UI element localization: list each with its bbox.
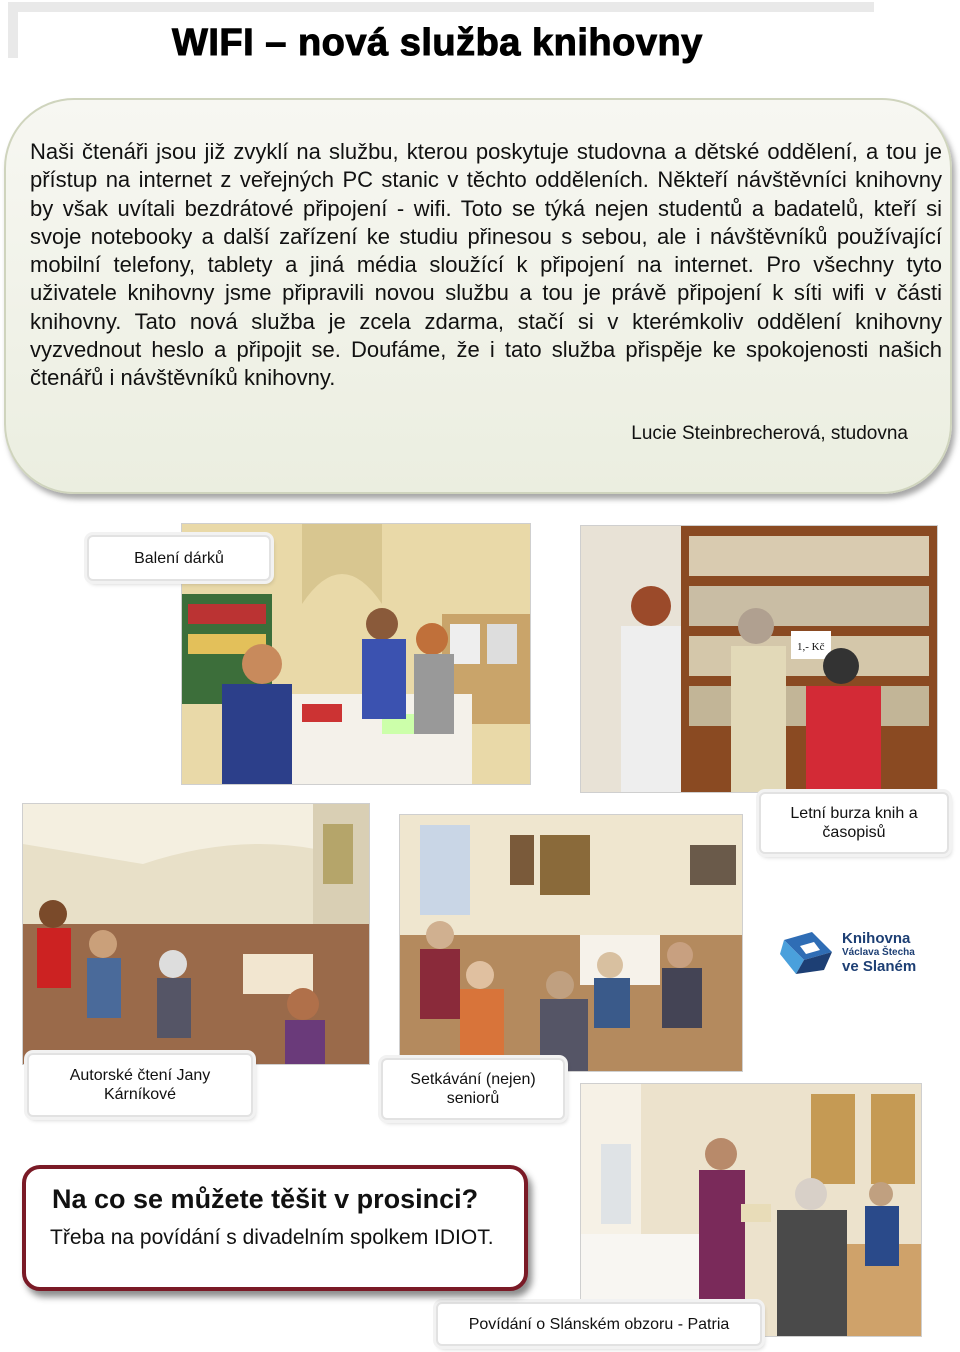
photo-author-reading (22, 803, 370, 1065)
caption-talk: Povídání o Slánském obzoru - Patria (436, 1302, 762, 1346)
caption-gift-wrapping: Balení dárků (87, 535, 271, 581)
caption-seniors: Setkávání (nejen) seniorů (381, 1058, 565, 1120)
photo-talk (580, 1083, 922, 1337)
price-sign: 1,- Kč (797, 641, 825, 653)
logo-line1: Knihovna (842, 930, 911, 947)
promo-title: Na co se můžete těšit v prosinci? (52, 1184, 479, 1214)
photo-book-fair (580, 525, 938, 793)
caption-author-reading: Autorské čtení Jany Kárníkové (27, 1053, 253, 1117)
top-decor-bar (8, 2, 874, 12)
article-text: Naši čtenáři jsou již zvyklí na službu, kterou poskytuje studovna a dětské oddělení, a tou je přístup na internet z veřejných PC stanic v těchto odděleních. Někteří návštěvníci knihovny by však uvítali bezdrátové připojení - wifi. Toto se týká nejen studentů a badatelů, kteří si svoje notebooky a další zařízení ke studiu přinesou s sebou, ale i návštěvníků používající mobilní telefony, tablety a jiná média sloužící k připojení na internet. Pro všechny tyto uživatele knihovny jsme připravili novou službu a tou je právě připojení k síti wifi v části knihovny. Tato nová služba je zcela zdarma, stačí si v kterémkoliv oddělení knihovny vyzvednout heslo a připojit se. Doufáme, že i tato služba přispěje ke spokojenosti našich čtenářů i návštěvníků knihovny. (30, 139, 942, 391)
logo-line3: ve Slaném (842, 958, 917, 975)
top-decor-bar-left (8, 2, 18, 58)
logo-line2: Václava Štecha (842, 947, 915, 958)
promo-subtitle: Třeba na povídání s divadelním spolkem IDIOT. (50, 1226, 494, 1249)
library-logo-icon (780, 930, 836, 976)
caption-book-fair: Letní burza knih a časopisů (759, 792, 949, 854)
article-author: Lucie Steinbrecherová, studovna (631, 423, 908, 444)
library-logo (780, 928, 930, 978)
page-title: WIFI – nová služba knihovny (172, 22, 703, 64)
photo-seniors (399, 814, 743, 1072)
